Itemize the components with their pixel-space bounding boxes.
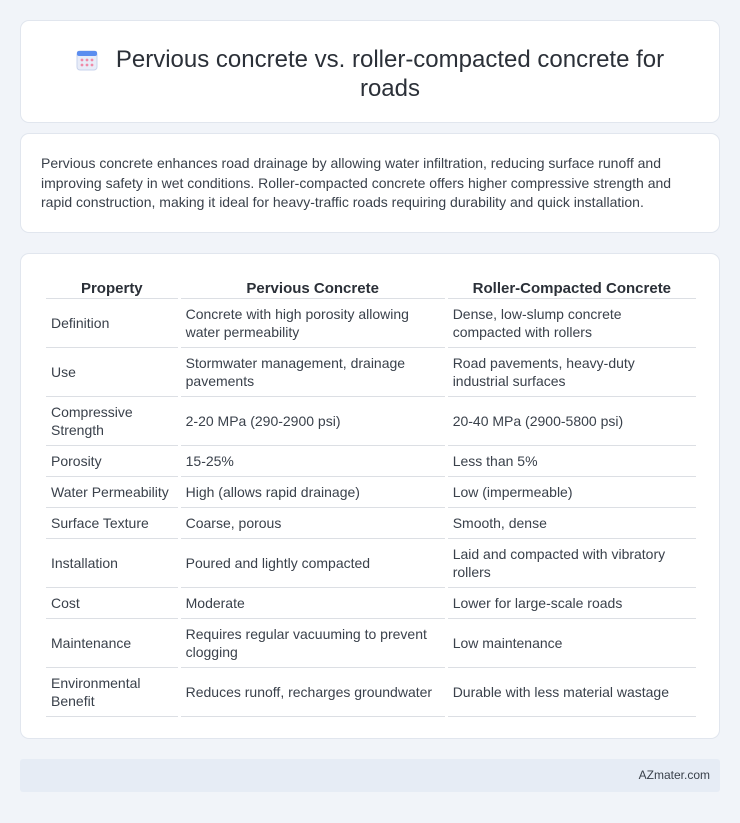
table-row (46, 588, 696, 619)
property-cell: Surface Texture (46, 508, 178, 539)
property-cell: Maintenance (46, 619, 178, 668)
pervious-cell: High (allows rapid drainage) (181, 477, 445, 508)
table-row (46, 619, 696, 668)
pervious-cell: Concrete with high porosity allowing water permeability (181, 299, 445, 348)
property-cell: Installation (46, 539, 178, 588)
pervious-cell: Poured and lightly compacted (181, 539, 445, 588)
roller-cell: Smooth, dense (448, 508, 696, 539)
table-row (46, 508, 696, 539)
table-row (46, 477, 696, 508)
roller-cell: Dense, low-slump concrete compacted with rollers (448, 299, 696, 348)
property-cell: Cost (46, 588, 178, 619)
page-title: Pervious concrete vs. roller-compacted concrete for roads (115, 46, 665, 102)
roller-cell: Less than 5% (448, 446, 696, 477)
comparison-table (43, 274, 699, 717)
property-cell: Water Permeability (46, 477, 178, 508)
pervious-cell: 2-20 MPa (290-2900 psi) (181, 397, 445, 446)
header-property: Property (46, 274, 178, 299)
property-cell: Use (46, 348, 178, 397)
table-row (46, 539, 696, 588)
property-cell: Definition (46, 299, 178, 348)
roller-cell: Durable with less material wastage (448, 668, 696, 717)
table-header-row (46, 274, 696, 299)
footer (20, 759, 720, 792)
roller-cell: 20-40 MPa (2900-5800 psi) (448, 397, 696, 446)
roller-cell: Lower for large-scale roads (448, 588, 696, 619)
property-cell: Compressive Strength (46, 397, 178, 446)
table-row (46, 668, 696, 717)
summary-card (20, 133, 720, 233)
pervious-cell: Coarse, porous (181, 508, 445, 539)
header-pervious: Pervious Concrete (181, 274, 445, 299)
footer-brand[interactable]: AZmater.com (638, 768, 710, 782)
property-cell: Environmental Benefit (46, 668, 178, 717)
pervious-cell: Stormwater management, drainage pavements (181, 348, 445, 397)
roller-cell: Road pavements, heavy-duty industrial surfaces (448, 348, 696, 397)
header-roller-compacted: Roller-Compacted Concrete (448, 274, 696, 299)
table-row (46, 397, 696, 446)
table-row (46, 446, 696, 477)
comparison-table-card (20, 253, 720, 739)
pervious-cell: 15-25% (181, 446, 445, 477)
roller-cell: Low (impermeable) (448, 477, 696, 508)
roller-cell: Laid and compacted with vibratory rollers (448, 539, 696, 588)
title-card (20, 20, 720, 123)
property-cell: Porosity (46, 446, 178, 477)
pervious-cell: Requires regular vacuuming to prevent clogging (181, 619, 445, 668)
pervious-cell: Moderate (181, 588, 445, 619)
pervious-cell: Reduces runoff, recharges groundwater (181, 668, 445, 717)
table-row (46, 299, 696, 348)
roller-cell: Low maintenance (448, 619, 696, 668)
summary-text: Pervious concrete enhances road drainage by allowing water infiltration, reducing surface runoff and improving safety in wet conditions. Roller-compacted concrete offers higher compressive strength and rapid construction, making it ideal for heavy-traffic roads requiring durability and quick installation. (41, 155, 672, 210)
table-row (46, 348, 696, 397)
